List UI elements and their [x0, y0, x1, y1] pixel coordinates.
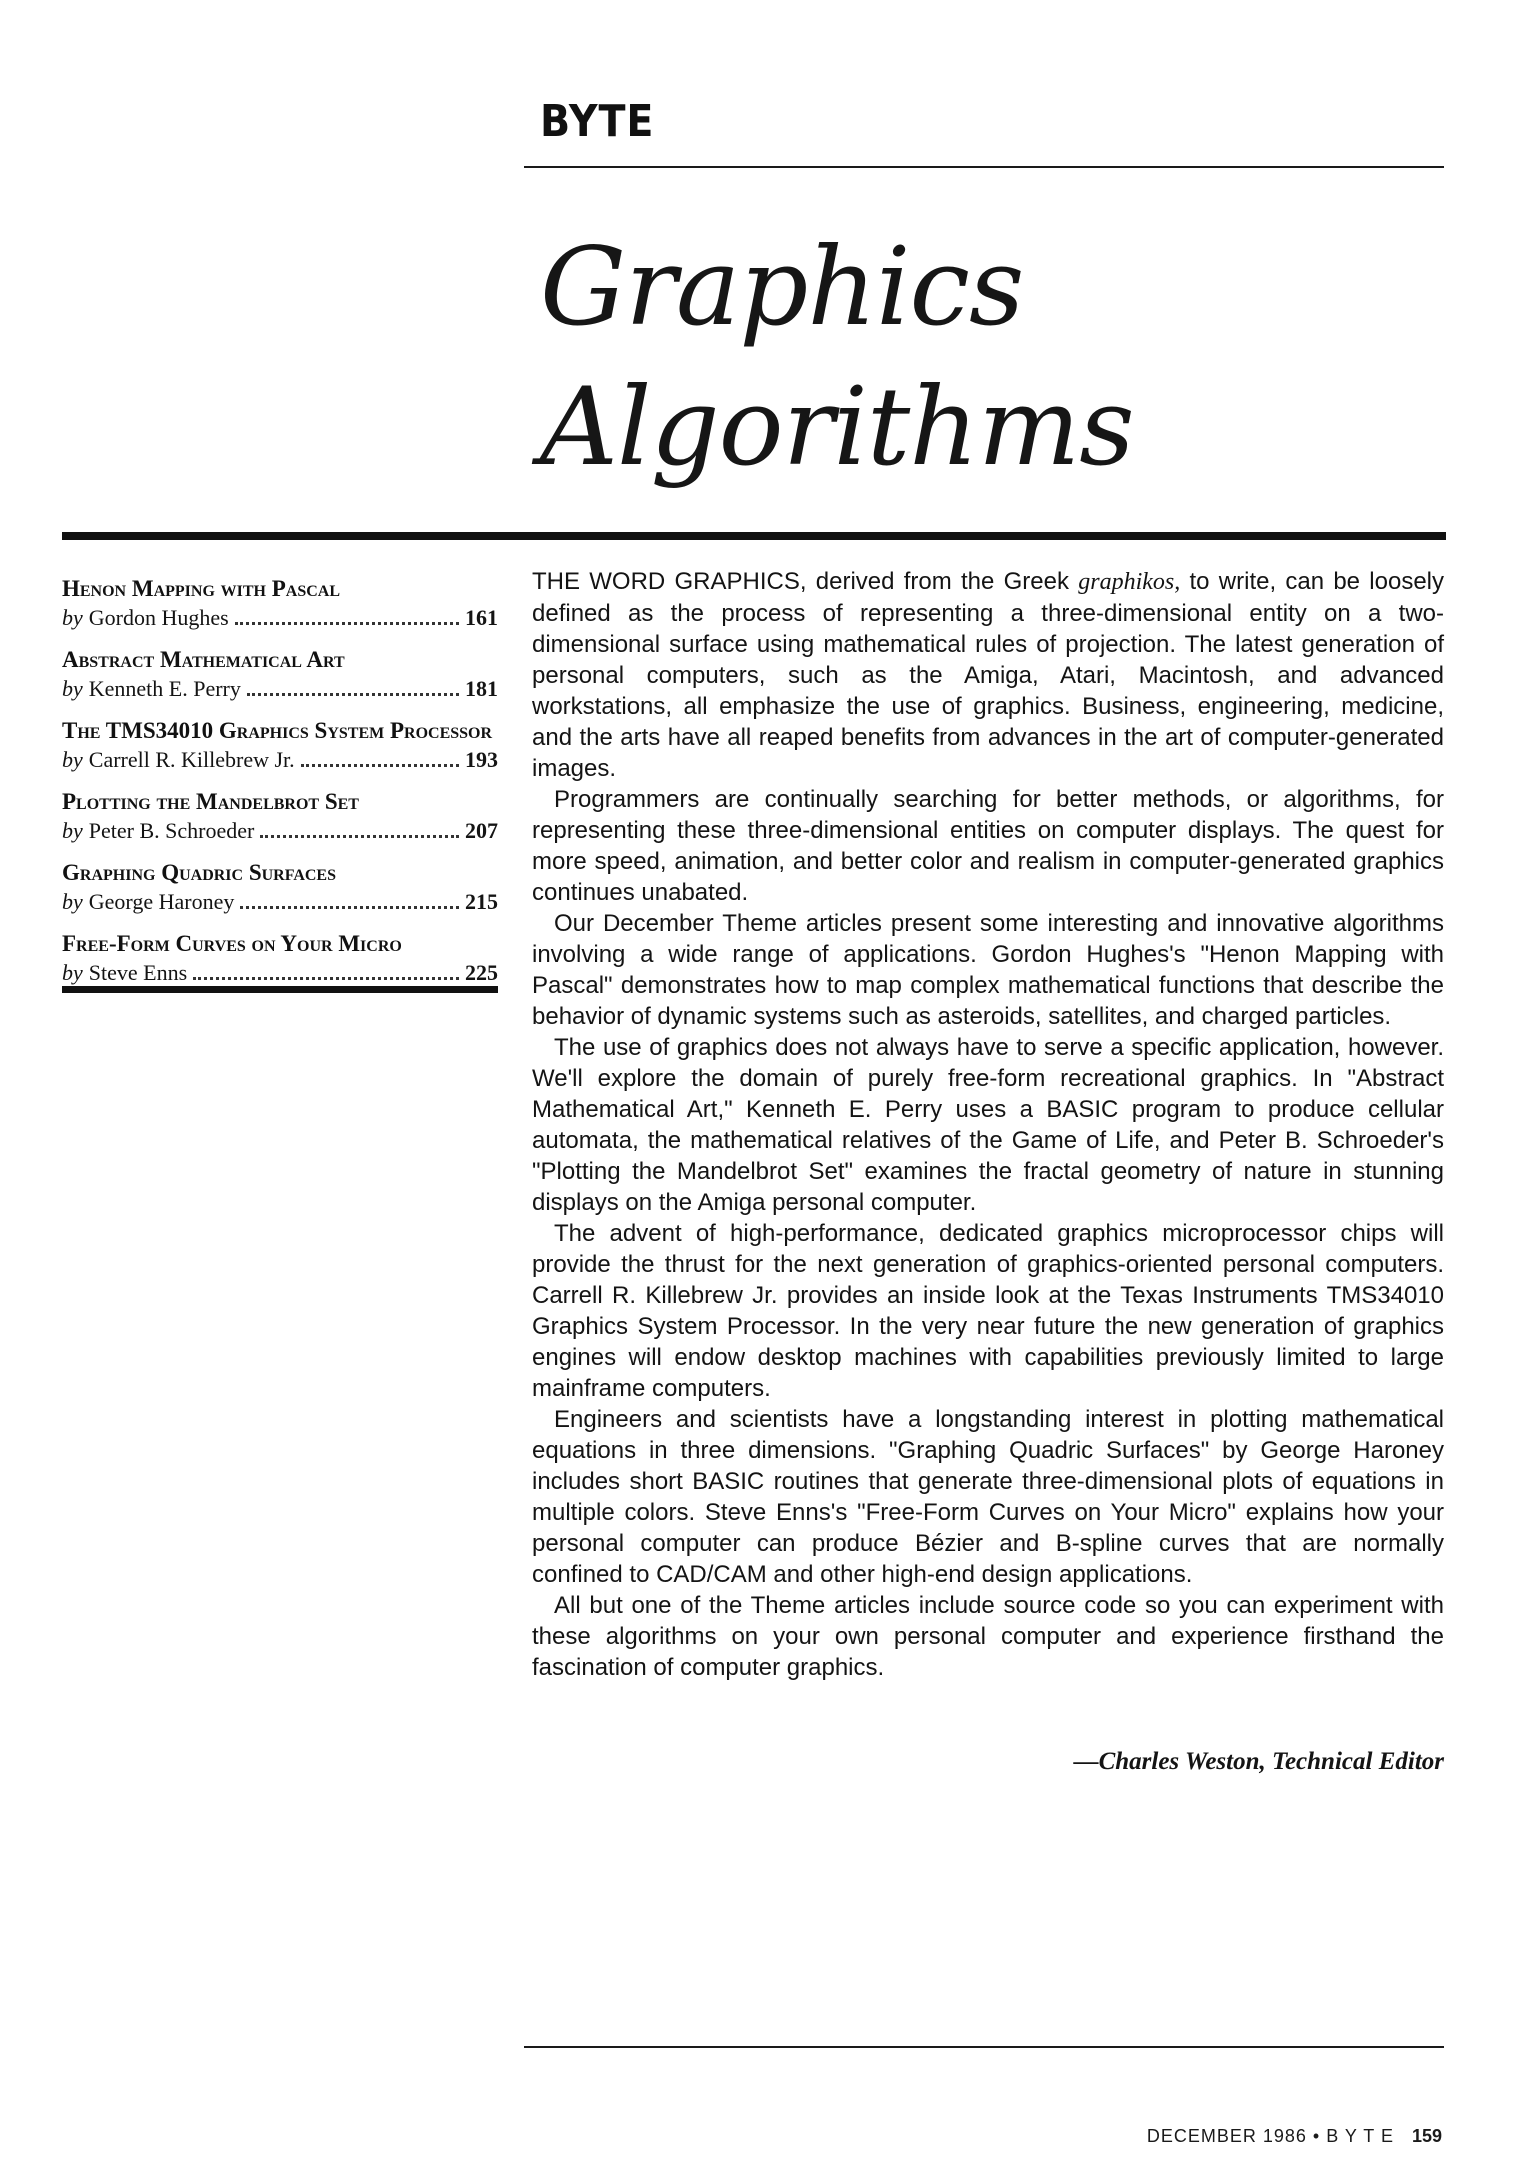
article-paragraph: Engineers and scientists have a longstanding interest in plotting mathematical equations in three dimensions. "Graphing Quadric Surfaces" by George Haroney includes short BASIC routines that generate three-dimensional plots of equations in multiple colors. Steve Enns's "Free-Form Curves on Your Micro" explains how your personal computer can produce Bézier and B-spline curves that are normally confined to CAD/CAM and other high-end design applications. [532, 1406, 1444, 1588]
contents-entry-byline [62, 958, 498, 988]
top-rule [524, 166, 1444, 168]
contents-entry-page: 161 [465, 605, 498, 630]
contents-entry-title: Plotting the Mandelbrot Set [62, 789, 359, 814]
contents-entry-title: Free-Form Curves on Your Micro [62, 931, 402, 956]
article-text: to write, can be loosely defined as the process of representing a three-dimensional entity on a two-dimensional surface using mathematical rules of projection. The latest generation of personal computers, such as the Amiga, Atari, Macintosh, and advanced workstations, all emphasize the use of graphics. Business, engineering, medicine, and the arts have all reaped benefits from advances in the art of computer-generated images. [532, 568, 1444, 782]
contents-entry-by: by [62, 818, 83, 843]
contents-entry-by: by [62, 889, 83, 914]
contents-entry-page: 207 [465, 818, 498, 843]
contents-entry-title: The TMS34010 Graphics System Processor [62, 718, 493, 743]
contents-bottom-rule [62, 986, 498, 993]
page-title [540, 218, 1134, 498]
bottom-rule [524, 2046, 1444, 2048]
contents-entry [62, 787, 498, 846]
article-paragraph: All but one of the Theme articles include source code so you can experiment with these algorithms on your own personal computer and experience firsthand the fascination of computer graphics. [532, 1592, 1444, 1681]
contents-entry-byline [62, 887, 498, 917]
contents-entry-page: 193 [465, 747, 498, 772]
contents-entry-by: by [62, 747, 83, 772]
article-paragraph: Programmers are continually searching for better methods, or algorithms, for representing these three-dimensional entities on computer displays. The quest for more speed, animation, and better color and realism in computer-generated graphics continues unabated. [532, 786, 1444, 906]
contents-entry [62, 716, 498, 775]
leader-dots [301, 764, 459, 767]
page-number: 159 [1411, 2126, 1442, 2146]
contents-entry-author: George Haroney [88, 889, 235, 914]
contents-entry-page: 225 [465, 960, 498, 985]
contents-entry-author: Peter B. Schroeder [88, 818, 255, 843]
contents-entry [62, 858, 498, 917]
article-paragraph: The use of graphics does not always have to serve a specific application, however. We'll explore the domain of purely free-form recreational graphics. In "Abstract Mathematical Art," Kenneth E. Perry uses a BASIC program to produce cellular automata, the mathematical relatives of the Game of Life, and Peter B. Schroeder's "Plotting the Mandelbrot Set" examines the fractal geometry of nature in stunning displays on the Amiga personal computer. [532, 1034, 1444, 1216]
contents-entry-author: Kenneth E. Perry [88, 676, 241, 701]
contents-entry [62, 929, 498, 988]
heavy-rule [62, 532, 1446, 540]
article-paragraph [532, 566, 1444, 784]
contents-entry-by: by [62, 676, 83, 701]
leader-dots [235, 622, 459, 625]
editor-signature: —Charles Weston, Technical Editor [1073, 1748, 1444, 1775]
contents-entry-author: Carrell R. Killebrew Jr. [88, 747, 295, 772]
contents-list [62, 574, 498, 1000]
leader-dots [260, 835, 459, 838]
article-paragraph: Our December Theme articles present some interesting and innovative algorithms involving a wide range of applications. Gordon Hughes's "Henon Mapping with Pascal" demonstrates how to map complex mathematical functions that describe the behavior of dynamic systems such as asteroids, satellites, and charged particles. [532, 910, 1444, 1030]
contents-entry-byline [62, 674, 498, 704]
contents-entry-page: 181 [465, 676, 498, 701]
contents-entry-by: by [62, 960, 83, 985]
leader-dots [240, 906, 459, 909]
contents-entry-byline [62, 745, 498, 775]
contents-entry-byline [62, 816, 498, 846]
contents-entry-author: Steve Enns [88, 960, 188, 985]
article-text: THE WORD GRAPHICS, derived from the Greek [532, 568, 1079, 595]
contents-entry [62, 574, 498, 633]
contents-entry-title: Abstract Mathematical Art [62, 647, 345, 672]
contents-entry-by: by [62, 605, 83, 630]
article-italic-word: graphikos, [1078, 569, 1181, 595]
contents-entry [62, 645, 498, 704]
contents-entry-title: Graphing Quadric Surfaces [62, 860, 337, 885]
masthead-logo: BYTE [540, 96, 655, 147]
article-paragraph: The advent of high-performance, dedicated graphics microprocessor chips will provide the thrust for the next generation of graphics-oriented personal computers. Carrell R. Killebrew Jr. provides an inside look at the Texas Instruments TMS34010 Graphics System Processor. In the very near future the new generation of graphics engines will endow desktop machines with capabilities previously limited to large mainframe computers. [532, 1220, 1444, 1402]
contents-entry-byline [62, 603, 498, 633]
leader-dots [247, 693, 459, 696]
contents-entry-author: Gordon Hughes [88, 605, 229, 630]
contents-entry-title: Henon Mapping with Pascal [62, 576, 341, 601]
page-footer [1147, 2126, 1442, 2147]
contents-entry-page: 215 [465, 889, 498, 914]
footer-issue: DECEMBER 1986 • B Y T E [1146, 2126, 1394, 2146]
title-line-2: Algorithms [540, 365, 1134, 490]
leader-dots [193, 977, 459, 980]
title-line-1: Graphics [540, 225, 1024, 350]
article-body [532, 566, 1444, 1683]
